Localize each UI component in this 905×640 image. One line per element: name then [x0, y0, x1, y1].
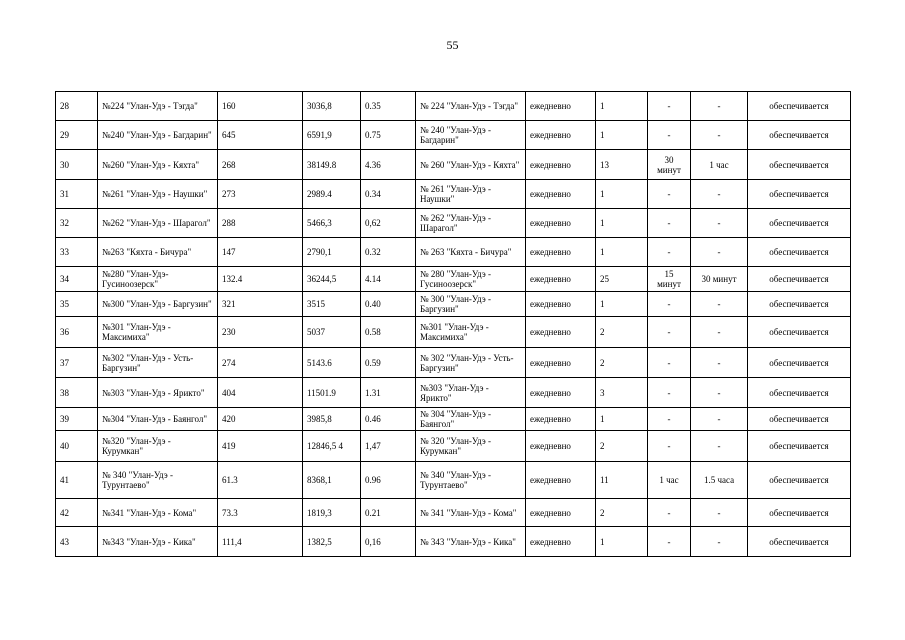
row-number-cell: 29: [56, 121, 98, 150]
route-name-2-cell: № 340 "Улан-Удэ - Турунтаево": [416, 462, 526, 499]
volume-cell: 1382,5: [303, 527, 361, 557]
route-name-cell: №301 "Улан-Удэ - Максимиха": [98, 317, 218, 348]
route-name-cell: №263 "Кяхта - Бичура": [98, 238, 218, 267]
row-number-cell: 32: [56, 209, 98, 238]
frequency-cell: ежедневно: [526, 238, 596, 267]
status-cell: обеспечивается: [748, 527, 851, 557]
route-name-cell: №261 "Улан-Удэ - Наушки": [98, 180, 218, 209]
share-cell: 4.36: [361, 150, 416, 180]
status-cell: обеспечивается: [748, 267, 851, 292]
trips-cell: 2: [596, 431, 648, 462]
frequency-cell: ежедневно: [526, 527, 596, 557]
share-cell: 0.34: [361, 180, 416, 209]
max-interval-cell: -: [691, 431, 748, 462]
min-interval-cell: 15 минут: [648, 267, 691, 292]
route-length-cell: 321: [218, 292, 303, 317]
route-name-2-cell: № 304 "Улан-Удэ - Баянгол": [416, 408, 526, 431]
route-name-2-cell: № 320 "Улан-Удэ - Курумкан": [416, 431, 526, 462]
row-number-cell: 43: [56, 527, 98, 557]
status-cell: обеспечивается: [748, 378, 851, 408]
volume-cell: 3036,8: [303, 92, 361, 121]
volume-cell: 5143.6: [303, 348, 361, 378]
table-row: [56, 209, 851, 238]
status-cell: обеспечивается: [748, 92, 851, 121]
route-name-2-cell: № 262 "Улан-Удэ - Шарагол": [416, 209, 526, 238]
row-number-cell: 33: [56, 238, 98, 267]
min-interval-cell: -: [648, 431, 691, 462]
min-interval-cell: -: [648, 180, 691, 209]
share-cell: 0,62: [361, 209, 416, 238]
share-cell: 0.58: [361, 317, 416, 348]
route-length-cell: 160: [218, 92, 303, 121]
route-length-cell: 420: [218, 408, 303, 431]
row-number-cell: 36: [56, 317, 98, 348]
route-name-cell: №300 "Улан-Удэ - Баргузин": [98, 292, 218, 317]
min-interval-cell: -: [648, 499, 691, 527]
trips-cell: 11: [596, 462, 648, 499]
route-name-cell: №260 "Улан-Удэ - Кяхта": [98, 150, 218, 180]
max-interval-cell: -: [691, 238, 748, 267]
route-length-cell: 111,4: [218, 527, 303, 557]
min-interval-cell: -: [648, 292, 691, 317]
min-interval-cell: -: [648, 317, 691, 348]
volume-cell: 12846,5 4: [303, 431, 361, 462]
route-name-2-cell: № 280 "Улан-Удэ - Гусиноозерск": [416, 267, 526, 292]
min-interval-cell: -: [648, 348, 691, 378]
route-length-cell: 273: [218, 180, 303, 209]
route-name-2-cell: №303 "Улан-Удэ - Ярикто": [416, 378, 526, 408]
volume-cell: 6591,9: [303, 121, 361, 150]
route-length-cell: 73.3: [218, 499, 303, 527]
trips-cell: 1: [596, 92, 648, 121]
row-number-cell: 30: [56, 150, 98, 180]
frequency-cell: ежедневно: [526, 209, 596, 238]
route-name-2-cell: №301 "Улан-Удэ - Максимиха": [416, 317, 526, 348]
row-number-cell: 40: [56, 431, 98, 462]
frequency-cell: ежедневно: [526, 499, 596, 527]
table-row: [56, 348, 851, 378]
route-name-2-cell: № 302 "Улан-Удэ - Усть-Баргузин": [416, 348, 526, 378]
route-name-cell: № 340 "Улан-Удэ - Турунтаево": [98, 462, 218, 499]
max-interval-cell: -: [691, 378, 748, 408]
row-number-cell: 41: [56, 462, 98, 499]
frequency-cell: ежедневно: [526, 292, 596, 317]
frequency-cell: ежедневно: [526, 180, 596, 209]
share-cell: 0.35: [361, 92, 416, 121]
page-number: 55: [446, 38, 459, 52]
max-interval-cell: -: [691, 121, 748, 150]
route-name-cell: №262 "Улан-Удэ - Шарагол": [98, 209, 218, 238]
trips-cell: 1: [596, 527, 648, 557]
route-name-cell: №341 "Улан-Удэ - Кома": [98, 499, 218, 527]
volume-cell: 5037: [303, 317, 361, 348]
trips-cell: 2: [596, 317, 648, 348]
share-cell: 0.21: [361, 499, 416, 527]
frequency-cell: ежедневно: [526, 462, 596, 499]
route-name-cell: №240 "Улан-Удэ - Багдарин": [98, 121, 218, 150]
volume-cell: 36244,5: [303, 267, 361, 292]
status-cell: обеспечивается: [748, 121, 851, 150]
trips-cell: 2: [596, 499, 648, 527]
route-length-cell: 288: [218, 209, 303, 238]
volume-cell: 8368,1: [303, 462, 361, 499]
max-interval-cell: -: [691, 317, 748, 348]
max-interval-cell: -: [691, 527, 748, 557]
volume-cell: 38149.8: [303, 150, 361, 180]
trips-cell: 2: [596, 348, 648, 378]
route-length-cell: 274: [218, 348, 303, 378]
volume-cell: 2790,1: [303, 238, 361, 267]
route-name-cell: №302 "Улан-Удэ - Усть-Баргузин": [98, 348, 218, 378]
routes-table: [55, 91, 851, 557]
route-length-cell: 132.4: [218, 267, 303, 292]
trips-cell: 1: [596, 121, 648, 150]
max-interval-cell: 1 час: [691, 150, 748, 180]
trips-cell: 1: [596, 408, 648, 431]
route-name-2-cell: № 341 "Улан-Удэ - Кома": [416, 499, 526, 527]
route-name-2-cell: № 224 "Улан-Удэ - Тэгда": [416, 92, 526, 121]
frequency-cell: ежедневно: [526, 348, 596, 378]
min-interval-cell: -: [648, 378, 691, 408]
status-cell: обеспечивается: [748, 180, 851, 209]
route-name-cell: №320 "Улан-Удэ - Курумкан": [98, 431, 218, 462]
min-interval-cell: 30 минут: [648, 150, 691, 180]
status-cell: обеспечивается: [748, 209, 851, 238]
frequency-cell: ежедневно: [526, 150, 596, 180]
share-cell: 0.59: [361, 348, 416, 378]
share-cell: 1,47: [361, 431, 416, 462]
table-row: [56, 378, 851, 408]
status-cell: обеспечивается: [748, 348, 851, 378]
share-cell: 0,16: [361, 527, 416, 557]
route-name-cell: №304 "Улан-Удэ - Баянгол": [98, 408, 218, 431]
route-name-2-cell: № 240 "Улан-Удэ - Багдарин": [416, 121, 526, 150]
share-cell: 0.32: [361, 238, 416, 267]
frequency-cell: ежедневно: [526, 317, 596, 348]
share-cell: 0.46: [361, 408, 416, 431]
status-cell: обеспечивается: [748, 431, 851, 462]
table-row: [56, 527, 851, 557]
max-interval-cell: -: [691, 180, 748, 209]
max-interval-cell: -: [691, 408, 748, 431]
min-interval-cell: -: [648, 527, 691, 557]
volume-cell: 2989.4: [303, 180, 361, 209]
row-number-cell: 37: [56, 348, 98, 378]
table-row: [56, 121, 851, 150]
route-name-cell: №224 "Улан-Удэ - Тэгда": [98, 92, 218, 121]
frequency-cell: ежедневно: [526, 121, 596, 150]
route-name-2-cell: № 300 "Улан-Удэ - Баргузин": [416, 292, 526, 317]
min-interval-cell: 1 час: [648, 462, 691, 499]
route-length-cell: 404: [218, 378, 303, 408]
row-number-cell: 42: [56, 499, 98, 527]
volume-cell: 11501.9: [303, 378, 361, 408]
max-interval-cell: -: [691, 292, 748, 317]
trips-cell: 3: [596, 378, 648, 408]
share-cell: 4.14: [361, 267, 416, 292]
table-row: [56, 150, 851, 180]
volume-cell: 1819,3: [303, 499, 361, 527]
share-cell: 1.31: [361, 378, 416, 408]
row-number-cell: 39: [56, 408, 98, 431]
status-cell: обеспечивается: [748, 150, 851, 180]
frequency-cell: ежедневно: [526, 378, 596, 408]
min-interval-cell: -: [648, 209, 691, 238]
status-cell: обеспечивается: [748, 238, 851, 267]
route-length-cell: 61.3: [218, 462, 303, 499]
route-length-cell: 645: [218, 121, 303, 150]
status-cell: обеспечивается: [748, 317, 851, 348]
row-number-cell: 31: [56, 180, 98, 209]
frequency-cell: ежедневно: [526, 408, 596, 431]
max-interval-cell: 30 минут: [691, 267, 748, 292]
status-cell: обеспечивается: [748, 408, 851, 431]
row-number-cell: 38: [56, 378, 98, 408]
frequency-cell: ежедневно: [526, 92, 596, 121]
frequency-cell: ежедневно: [526, 431, 596, 462]
min-interval-cell: -: [648, 92, 691, 121]
trips-cell: 13: [596, 150, 648, 180]
trips-cell: 1: [596, 238, 648, 267]
min-interval-cell: -: [648, 121, 691, 150]
route-name-2-cell: № 260 "Улан-Удэ - Кяхта": [416, 150, 526, 180]
share-cell: 0.96: [361, 462, 416, 499]
table-row: [56, 499, 851, 527]
table-row: [56, 267, 851, 292]
volume-cell: 5466,3: [303, 209, 361, 238]
route-name-2-cell: № 263 "Кяхта - Бичура": [416, 238, 526, 267]
table-row: [56, 408, 851, 431]
volume-cell: 3985,8: [303, 408, 361, 431]
route-name-2-cell: № 343 "Улан-Удэ - Кика": [416, 527, 526, 557]
trips-cell: 1: [596, 209, 648, 238]
route-length-cell: 268: [218, 150, 303, 180]
frequency-cell: ежедневно: [526, 267, 596, 292]
row-number-cell: 34: [56, 267, 98, 292]
table-row: [56, 462, 851, 499]
share-cell: 0.75: [361, 121, 416, 150]
route-length-cell: 147: [218, 238, 303, 267]
max-interval-cell: -: [691, 209, 748, 238]
status-cell: обеспечивается: [748, 292, 851, 317]
table-row: [56, 238, 851, 267]
trips-cell: 1: [596, 180, 648, 209]
status-cell: обеспечивается: [748, 462, 851, 499]
table-row: [56, 292, 851, 317]
share-cell: 0.40: [361, 292, 416, 317]
route-name-cell: №280 "Улан-Удэ-Гусиноозерск": [98, 267, 218, 292]
route-length-cell: 230: [218, 317, 303, 348]
status-cell: обеспечивается: [748, 499, 851, 527]
route-name-cell: №303 "Улан-Удэ - Ярикто": [98, 378, 218, 408]
row-number-cell: 35: [56, 292, 98, 317]
table-row: [56, 92, 851, 121]
min-interval-cell: -: [648, 408, 691, 431]
trips-cell: 25: [596, 267, 648, 292]
route-name-2-cell: № 261 "Улан-Удэ - Наушки": [416, 180, 526, 209]
max-interval-cell: -: [691, 499, 748, 527]
max-interval-cell: 1.5 часа: [691, 462, 748, 499]
table-row: [56, 431, 851, 462]
row-number-cell: 28: [56, 92, 98, 121]
route-length-cell: 419: [218, 431, 303, 462]
table-row: [56, 317, 851, 348]
route-name-cell: №343 "Улан-Удэ - Кика": [98, 527, 218, 557]
max-interval-cell: -: [691, 348, 748, 378]
volume-cell: 3515: [303, 292, 361, 317]
min-interval-cell: -: [648, 238, 691, 267]
trips-cell: 1: [596, 292, 648, 317]
table-row: [56, 180, 851, 209]
max-interval-cell: -: [691, 92, 748, 121]
